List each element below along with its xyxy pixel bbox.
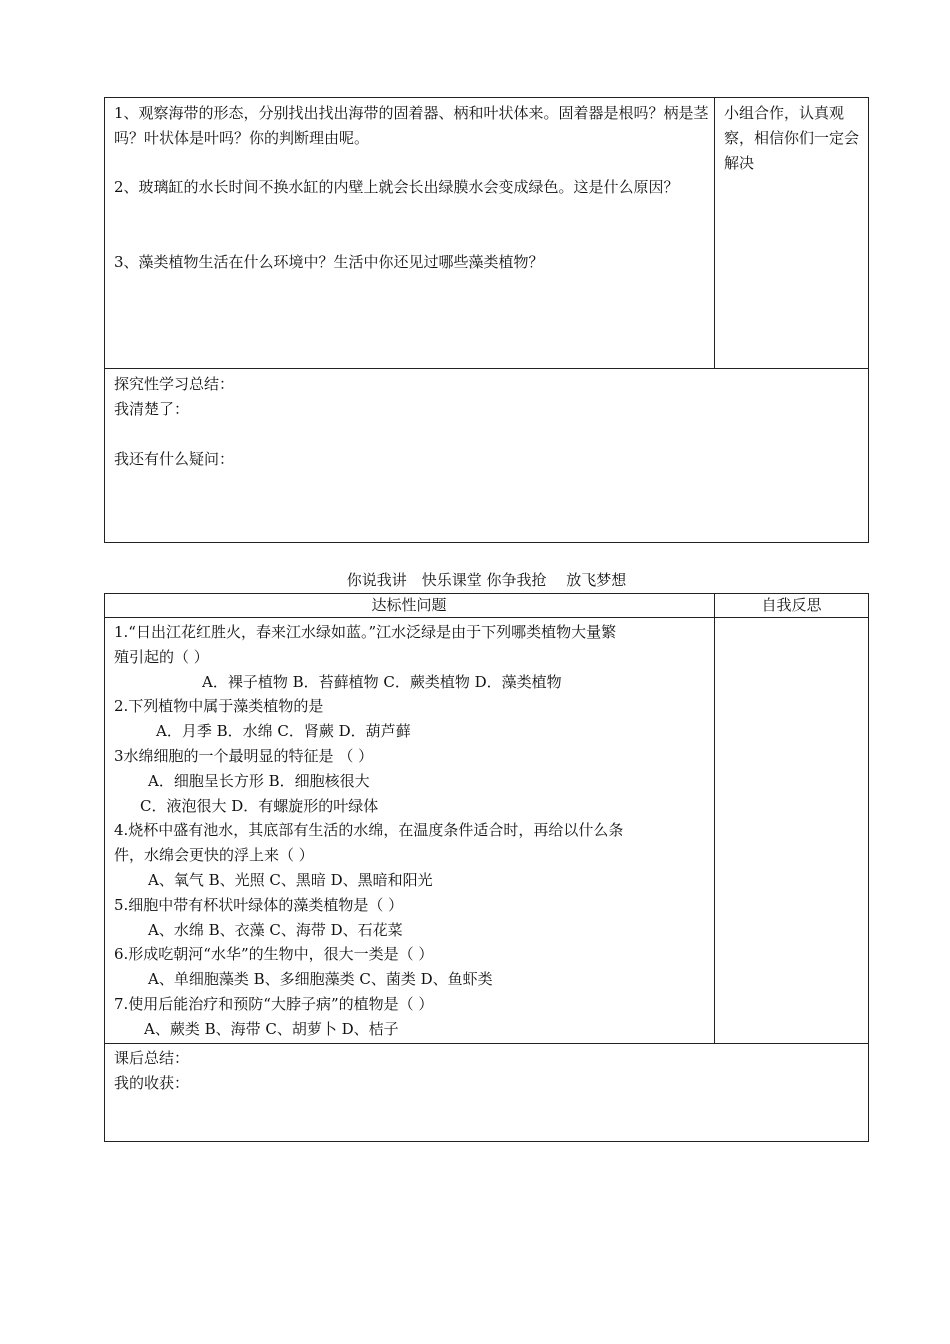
inquiry-table-divider	[714, 97, 715, 368]
header-self-reflection: 自我反思	[761, 596, 822, 614]
header-standard-questions: 达标性问题	[371, 596, 447, 614]
question-line: 7.使用后能治疗和预防“大脖子病”的植物是（ ）	[114, 995, 434, 1013]
after-class-gain: 我的收获：	[114, 1074, 190, 1092]
question-line: 1.“日出江花红胜火，春来江水绿如蓝。”江水泛绿是由于下列哪类植物大量繁	[114, 623, 617, 641]
inquiry-table-row-divider	[104, 368, 869, 369]
summary-clear: 我清楚了：	[114, 400, 190, 418]
question-line: 6.形成吃朝河“水华”的生物中，很大一类是（ ）	[114, 945, 434, 964]
question-line: 2.下列植物中属于藻类植物的是	[114, 697, 324, 716]
section-title: 你说我讲 快乐课堂 你争我抢 放飞梦想	[346, 571, 627, 589]
question-line: A．月季 B．水绵 C．肾蕨 D．葫芦藓	[156, 722, 411, 741]
question-1: 1、观察海带的形态，分别找出找出海带的固着器、柄和叶状体来。固着器是根吗？柄是茎吗？叶状体是叶吗？你的判断理由呢。	[114, 104, 709, 147]
question-line: 殖引起的（ ）	[114, 647, 209, 666]
question-3: 3、藻类植物生活在什么环境中？生活中你还见过哪些藻类植物？	[114, 253, 544, 271]
question-line: A、蕨类 B、海带 C、胡萝卜 D、桔子	[144, 1019, 399, 1038]
question-line: 4.烧杯中盛有池水，其底部有生活的水绵，在温度条件适合时，再给以什么条	[114, 821, 624, 840]
question-line: A．细胞呈长方形 B．细胞核很大	[148, 771, 370, 790]
question-line: A、单细胞藻类 B、多细胞藻类 C、菌类 D、鱼虾类	[148, 970, 493, 989]
summary-title: 探究性学习总结：	[114, 375, 235, 393]
question-line: 件，水绵会更快的浮上来（ ）	[114, 846, 314, 865]
group-note: 小组合作，认真观察，相信你们一定会解决	[724, 104, 860, 172]
assessment-footer-divider	[104, 1043, 869, 1044]
question-line: A．裸子植物 B．苔藓植物 C．蕨类植物 D．藻类植物	[202, 672, 562, 691]
summary-question: 我还有什么疑问：	[114, 450, 235, 468]
after-class-title: 课后总结：	[114, 1049, 190, 1067]
question-line: C．液泡很大 D．有螺旋形的叶绿体	[140, 796, 379, 815]
question-2: 2、玻璃缸的水长时间不换水缸的内壁上就会长出绿膜水会变成绿色。这是什么原因？	[114, 178, 679, 196]
assessment-table-divider	[714, 593, 715, 1043]
question-line: 5.细胞中带有杯状叶绿体的藻类植物是（ ）	[114, 895, 404, 914]
question-line: A、水绵 B、衣藻 C、海带 D、石花菜	[148, 920, 403, 939]
question-line: 3水绵细胞的一个最明显的特征是 （ ）	[114, 747, 374, 765]
question-line: A、氧气 B、光照 C、黑暗 D、黑暗和阳光	[148, 871, 433, 889]
assessment-header-divider	[104, 617, 869, 618]
